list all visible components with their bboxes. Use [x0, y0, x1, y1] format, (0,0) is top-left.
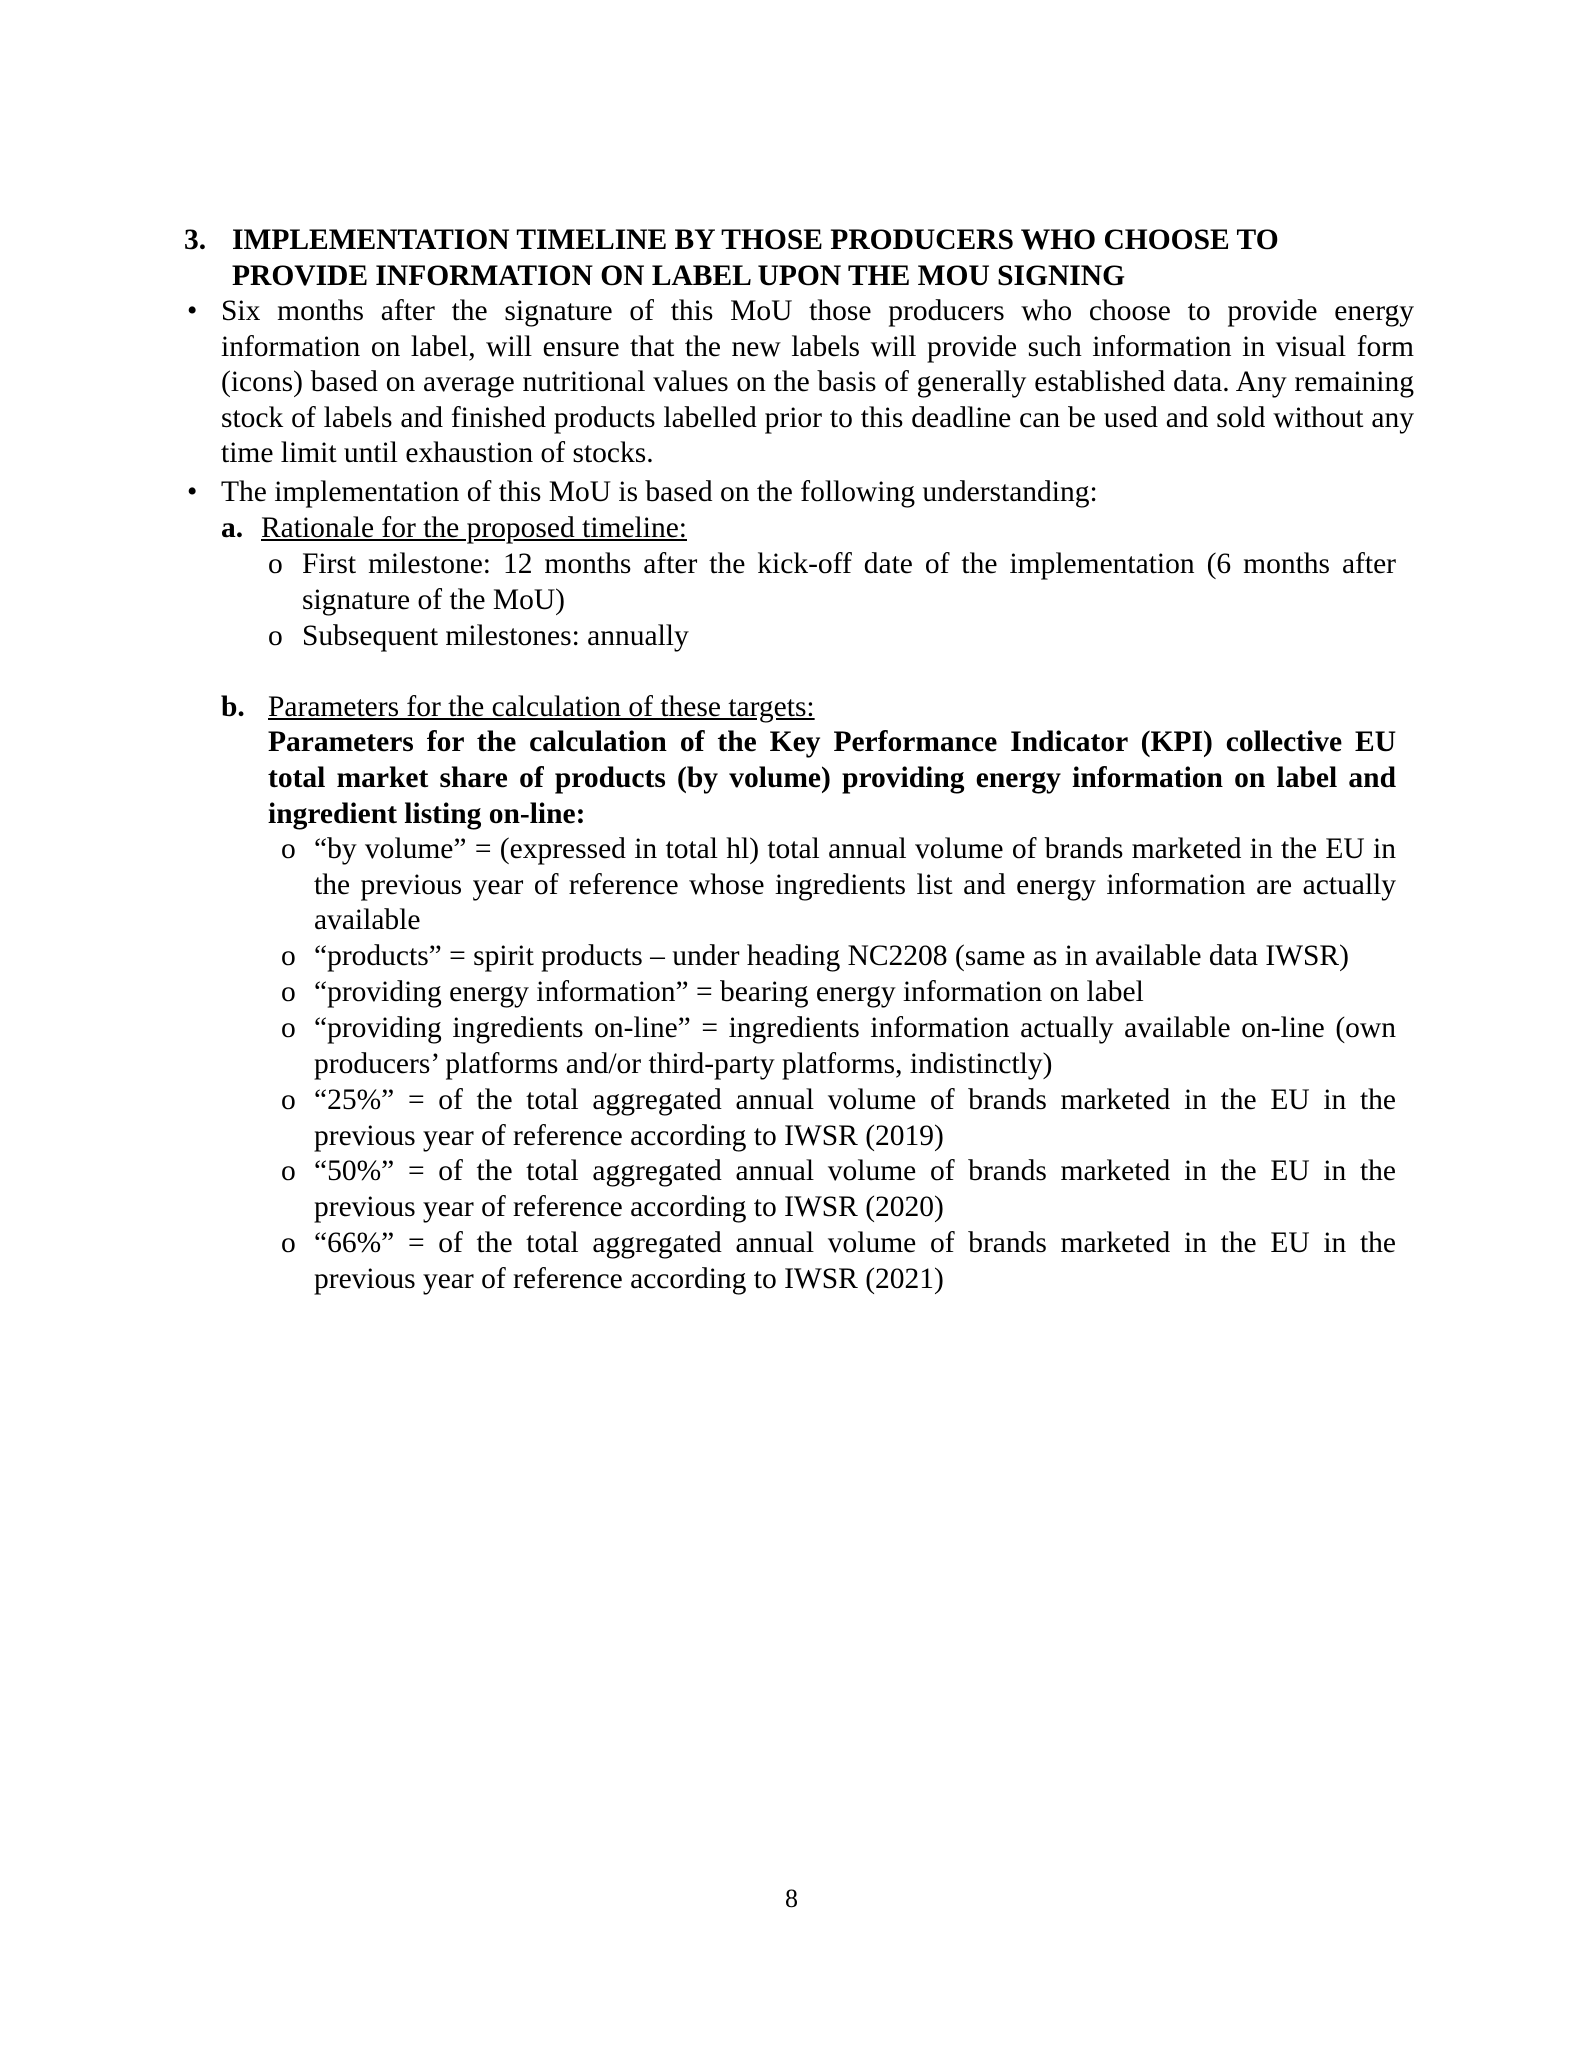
sub-item [281, 1154, 1396, 1225]
bullet-text: The implementation of this MoU is based on the following understanding: [221, 476, 1098, 508]
bullet-text: Six months after the signature of this MoU those producers who choose to provide energy information on label, will ensure that the new labels will provide such information in visual form (icons) based on average nutritional values on the basis of generally established data. Any remaining stock of labels and finished products labelled prior to this deadline can be used and sold without any time limit until exhaustion of stocks. [221, 295, 1414, 469]
sub-item-text: “providing ingredients on-line” = ingredients information actually available on-line (own producers’ platforms and/or third-party platforms, indistinctly) [314, 1012, 1396, 1080]
bullet-dot-icon: • [187, 476, 198, 508]
bullet-dot-icon: • [187, 295, 198, 327]
sub-item-text: “25%” = of the total aggregated annual volume of brands marketed in the EU in the previous year of reference according to IWSR (2019) [314, 1084, 1396, 1152]
sub-item [268, 619, 1396, 655]
item-title: Parameters for the calculation of these targets: [268, 691, 815, 723]
sub-item [268, 547, 1396, 618]
sub-item-text: “50%” = of the total aggregated annual volume of brands marketed in the EU in the previous year of reference according to IWSR (2020) [314, 1155, 1396, 1223]
sub-item-text: “by volume” = (expressed in total hl) total annual volume of brands marketed in the EU in the previous year of reference whose ingredients list and energy information are actually available [314, 833, 1396, 936]
sub-item-text: “66%” = of the total aggregated annual volume of brands marketed in the EU in the previous year of reference according to IWSR (2021) [314, 1227, 1396, 1295]
hollow-bullet-icon: o [281, 1227, 296, 1259]
item-label: b. [221, 691, 245, 723]
sub-item [281, 975, 1396, 1011]
hollow-bullet-icon: o [281, 1012, 296, 1044]
page-number: 8 [785, 1884, 798, 1913]
sub-item-text: Subsequent milestones: annually [302, 620, 689, 652]
section-number: 3. [184, 224, 207, 256]
hollow-bullet-icon: o [281, 833, 296, 865]
section-heading [184, 222, 1414, 294]
sub-item [281, 1083, 1396, 1154]
hollow-bullet-icon: o [281, 1084, 296, 1116]
sub-item [281, 832, 1396, 939]
bullet-item [184, 294, 1414, 472]
kpi-definition-title: Parameters for the calculation of the Key Performance Indicator (KPI) collective EU total market share of products (by volume) providing energy information on label and ingredient listing on-line: [268, 726, 1396, 830]
sub-item-text: “providing energy information” = bearing energy information on label [314, 976, 1144, 1008]
hollow-bullet-icon: o [268, 548, 283, 580]
item-label: a. [221, 512, 244, 544]
sub-item [281, 1226, 1396, 1297]
hollow-bullet-icon: o [281, 1155, 296, 1187]
item-title: Rationale for the proposed timeline: [261, 512, 687, 544]
hollow-bullet-icon: o [281, 940, 296, 972]
list-item-a [221, 511, 1411, 547]
sub-item [281, 939, 1396, 975]
section-title: IMPLEMENTATION TIMELINE BY THOSE PRODUCERS WHO CHOOSE TO PROVIDE INFORMATION ON LABEL UPON THE MOU SIGNING [232, 224, 1279, 292]
hollow-bullet-icon: o [281, 976, 296, 1008]
sub-item [281, 1011, 1396, 1082]
sub-item-text: First milestone: 12 months after the kick-off date of the implementation (6 months after signature of the MoU) [302, 548, 1396, 616]
hollow-bullet-icon: o [268, 620, 283, 652]
sub-item-text: “products” = spirit products – under heading NC2208 (same as in available data IWSR) [314, 940, 1349, 972]
bullet-item [184, 475, 1414, 511]
list-item-b [221, 690, 1411, 726]
